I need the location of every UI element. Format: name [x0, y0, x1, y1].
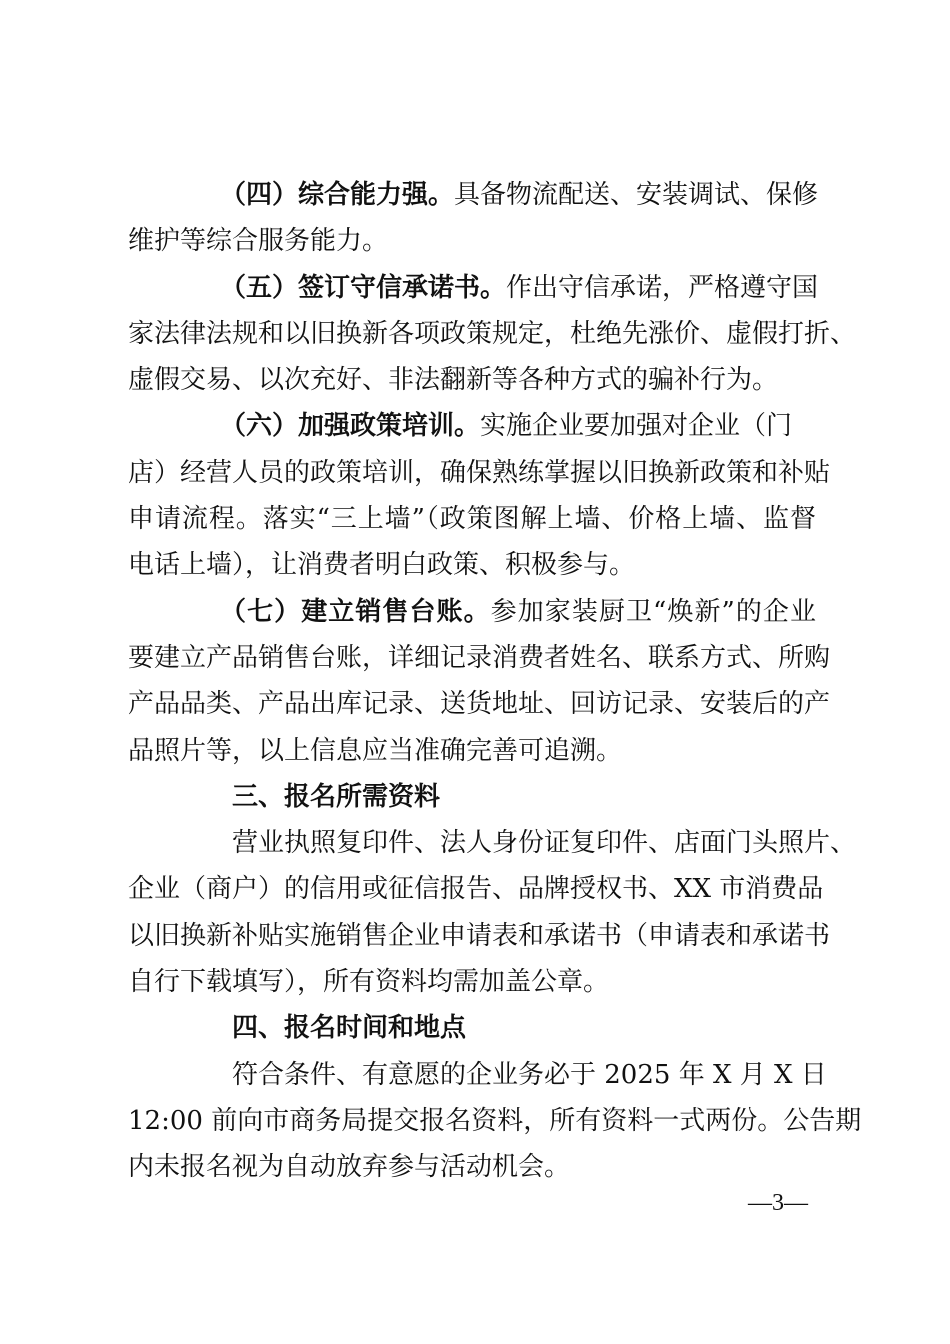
- document-body: [128, 172, 862, 1191]
- paragraph-line: [128, 265, 819, 311]
- section-heading: 四、报名时间和地点: [232, 1013, 467, 1044]
- paragraph-lead: （七）建立销售台账。: [220, 596, 491, 627]
- paragraph-line: 12:00 前向市商务局提交报名资料，所有资料一式两份。公告期: [128, 1105, 862, 1136]
- paragraph-line: 品照片等，以上信息应当准确完善可追溯。: [128, 735, 623, 766]
- paragraph-line: 店）经营人员的政策培训，确保熟练掌握以旧换新政策和补贴: [128, 457, 831, 488]
- paragraph-text: 参加家装厨卫“焕新”的企业: [490, 596, 816, 627]
- paragraph-line: 产品品类、产品出库记录、送货地址、回访记录、安装后的产: [128, 689, 831, 720]
- paragraph-line: 维护等综合服务能力。: [128, 226, 389, 257]
- paragraph-line: 营业执照复印件、法人身份证复印件、店面门头照片、: [232, 828, 857, 859]
- paragraph-text: 具备物流配送、安装调试、保修: [454, 180, 819, 210]
- paragraph-line: 电话上墙），让消费者明白政策、积极参与。: [128, 550, 636, 581]
- paragraph-line: 家法律法规和以旧换新各项政策规定，杜绝先涨价、虚假打折、: [128, 318, 857, 349]
- paragraph-line: 内未报名视为自动放弃参与活动机会。: [128, 1152, 571, 1183]
- paragraph-line: [128, 589, 816, 635]
- paragraph-line: 以旧换新补贴实施销售企业申请表和承诺书（申请表和承诺书: [128, 920, 831, 951]
- paragraph-text: 作出守信承诺，严格遵守国: [506, 272, 819, 303]
- paragraph-line: 符合条件、有意愿的企业务必于 2025 年 X 月 X 日: [232, 1059, 827, 1090]
- paragraph-lead: （四）综合能力强。: [220, 180, 455, 210]
- paragraph-lead: （六）加强政策培训。: [220, 411, 481, 442]
- paragraph-line: 自行下载填写），所有资料均需加盖公章。: [128, 967, 610, 998]
- paragraph-line: [128, 172, 819, 218]
- paragraph-line: [128, 403, 816, 449]
- page-number: —3—: [748, 1190, 808, 1216]
- paragraph-lead: （五）签订守信承诺书。: [220, 272, 507, 303]
- section-heading: 三、报名所需资料: [232, 781, 441, 812]
- paragraph-line: 要建立产品销售台账，详细记录消费者姓名、联系方式、所购: [128, 642, 831, 673]
- paragraph-line: 虚假交易、以次充好、非法翻新等各种方式的骗补行为。: [128, 365, 779, 396]
- paragraph-line: 申请流程。落实“三上墙”（政策图解上墙、价格上墙、监督: [128, 504, 816, 535]
- paragraph-line: 企业（商户）的信用或征信报告、品牌授权书、XX 市消费品: [128, 874, 824, 905]
- paragraph-text: 实施企业要加强对企业（门: [480, 411, 793, 442]
